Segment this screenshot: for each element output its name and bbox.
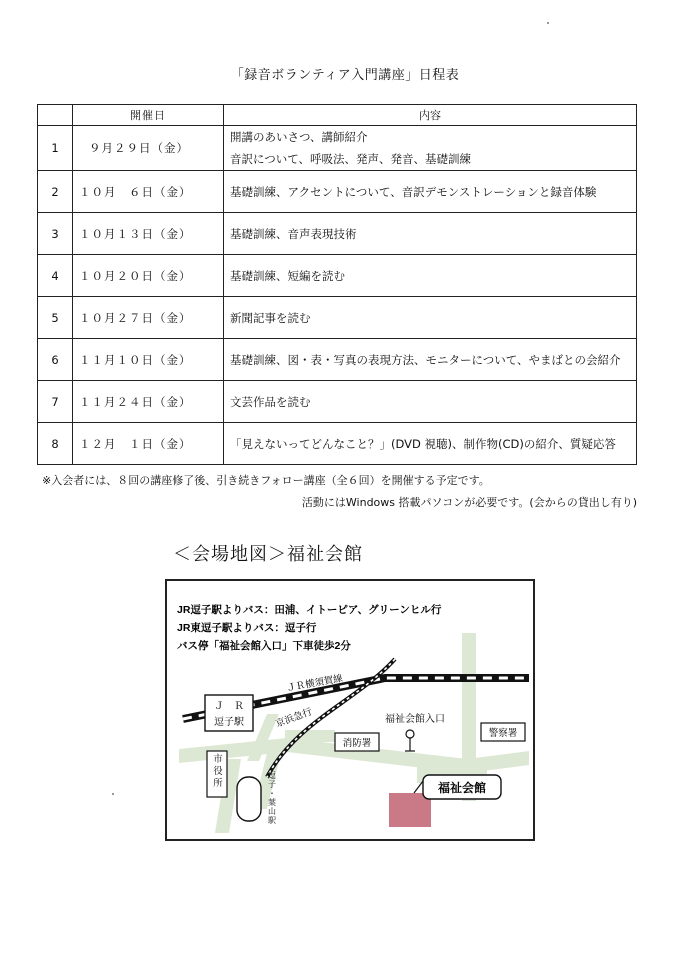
row-content: 基礎訓練、短編を読む <box>224 255 637 297</box>
scan-speck <box>547 22 549 24</box>
page-title: 「録音ボランティア入門講座」日程表 <box>230 68 460 83</box>
row-content-line: 開講のあいさつ、講師紹介 <box>230 130 368 144</box>
destination-label: 福祉会館 <box>437 781 487 795</box>
row-content: 「見えないってどんなこと？」(DVD 視聴)、制作物(CD)の紹介、質疑応答 <box>224 423 637 465</box>
row-date: １２月 １日（金） <box>73 423 224 465</box>
jr-line-label: ＪＲ横須賀線 <box>285 673 344 694</box>
header-content: 内容 <box>224 105 637 126</box>
row-content: 基礎訓練、音声表現技術 <box>224 213 637 255</box>
bus-info-line: JR逗子駅よりバス：田浦、イトーピア、グリーンヒル行 <box>177 604 442 616</box>
row-no: 8 <box>38 423 73 465</box>
row-content: 新聞記事を読む <box>224 297 637 339</box>
keikyu-station-label: 逗 子 ・ 葉 山 駅 <box>268 771 276 825</box>
row-date: １０月２７日（金） <box>73 297 224 339</box>
note-windows: 活動にはWindows 搭載パソコンが必要です。(会からの貸出し有り) <box>301 496 637 509</box>
city-hall-label: 市 役 所 <box>213 754 223 789</box>
header-date: 開催日 <box>73 105 224 126</box>
table-row <box>38 297 637 339</box>
keikyu-station-box <box>237 777 261 821</box>
table-header-row <box>38 105 637 126</box>
keikyu-line-label: 京浜急行 <box>274 706 314 730</box>
row-content <box>224 126 637 171</box>
table-row <box>38 381 637 423</box>
row-no: 7 <box>38 381 73 423</box>
header-no <box>38 105 73 126</box>
map-drawing <box>167 581 535 841</box>
table-row <box>38 255 637 297</box>
row-date: １１月１０日（金） <box>73 339 224 381</box>
jr-station-label: Ｊ Ｒ <box>214 701 244 712</box>
row-content: 文芸作品を読む <box>224 381 637 423</box>
table-row <box>38 171 637 213</box>
row-date: ９月２９日（金） <box>73 126 224 171</box>
row-content: 基礎訓練、アクセントについて、音訳デモンストレーションと録音体験 <box>224 171 637 213</box>
table-row <box>38 339 637 381</box>
bus-stop-icon <box>405 730 415 751</box>
table-row <box>38 213 637 255</box>
police-station-label: 警察署 <box>488 728 518 739</box>
bus-info-line: バス停「福祉会館入口」下車徒歩2分 <box>177 640 351 652</box>
row-no: 4 <box>38 255 73 297</box>
scan-speck <box>112 793 114 795</box>
row-date: １０月 ６日（金） <box>73 171 224 213</box>
row-no: 3 <box>38 213 73 255</box>
row-no: 1 <box>38 126 73 171</box>
map-heading: ＜会場地図＞福祉会館 <box>173 544 363 565</box>
fire-station-label: 消防署 <box>342 738 372 749</box>
row-content-line: 音訳について、呼吸法、発声、発音、基礎訓練 <box>230 152 472 166</box>
row-no: 5 <box>38 297 73 339</box>
row-no: 6 <box>38 339 73 381</box>
venue-map <box>165 579 535 841</box>
table-row <box>38 126 637 171</box>
bus-stop-label: 福祉会館入口 <box>385 714 445 725</box>
row-date: １１月２４日（金） <box>73 381 224 423</box>
row-content: 基礎訓練、図・表・写真の表現方法、モニターについて、やまばとの会紹介 <box>224 339 637 381</box>
note-follow-up: ※入会者には、８回の講座修了後、引き続きフォロー講座（全６回）を開催する予定です。 <box>42 474 490 487</box>
row-date: １０月２０日（金） <box>73 255 224 297</box>
row-date: １０月１３日（金） <box>73 213 224 255</box>
bus-info-line: JR東逗子駅よりバス：逗子行 <box>177 622 317 634</box>
schedule-table <box>37 104 637 465</box>
table-row <box>38 423 637 465</box>
row-no: 2 <box>38 171 73 213</box>
jr-station-label: 逗子駅 <box>214 717 244 728</box>
